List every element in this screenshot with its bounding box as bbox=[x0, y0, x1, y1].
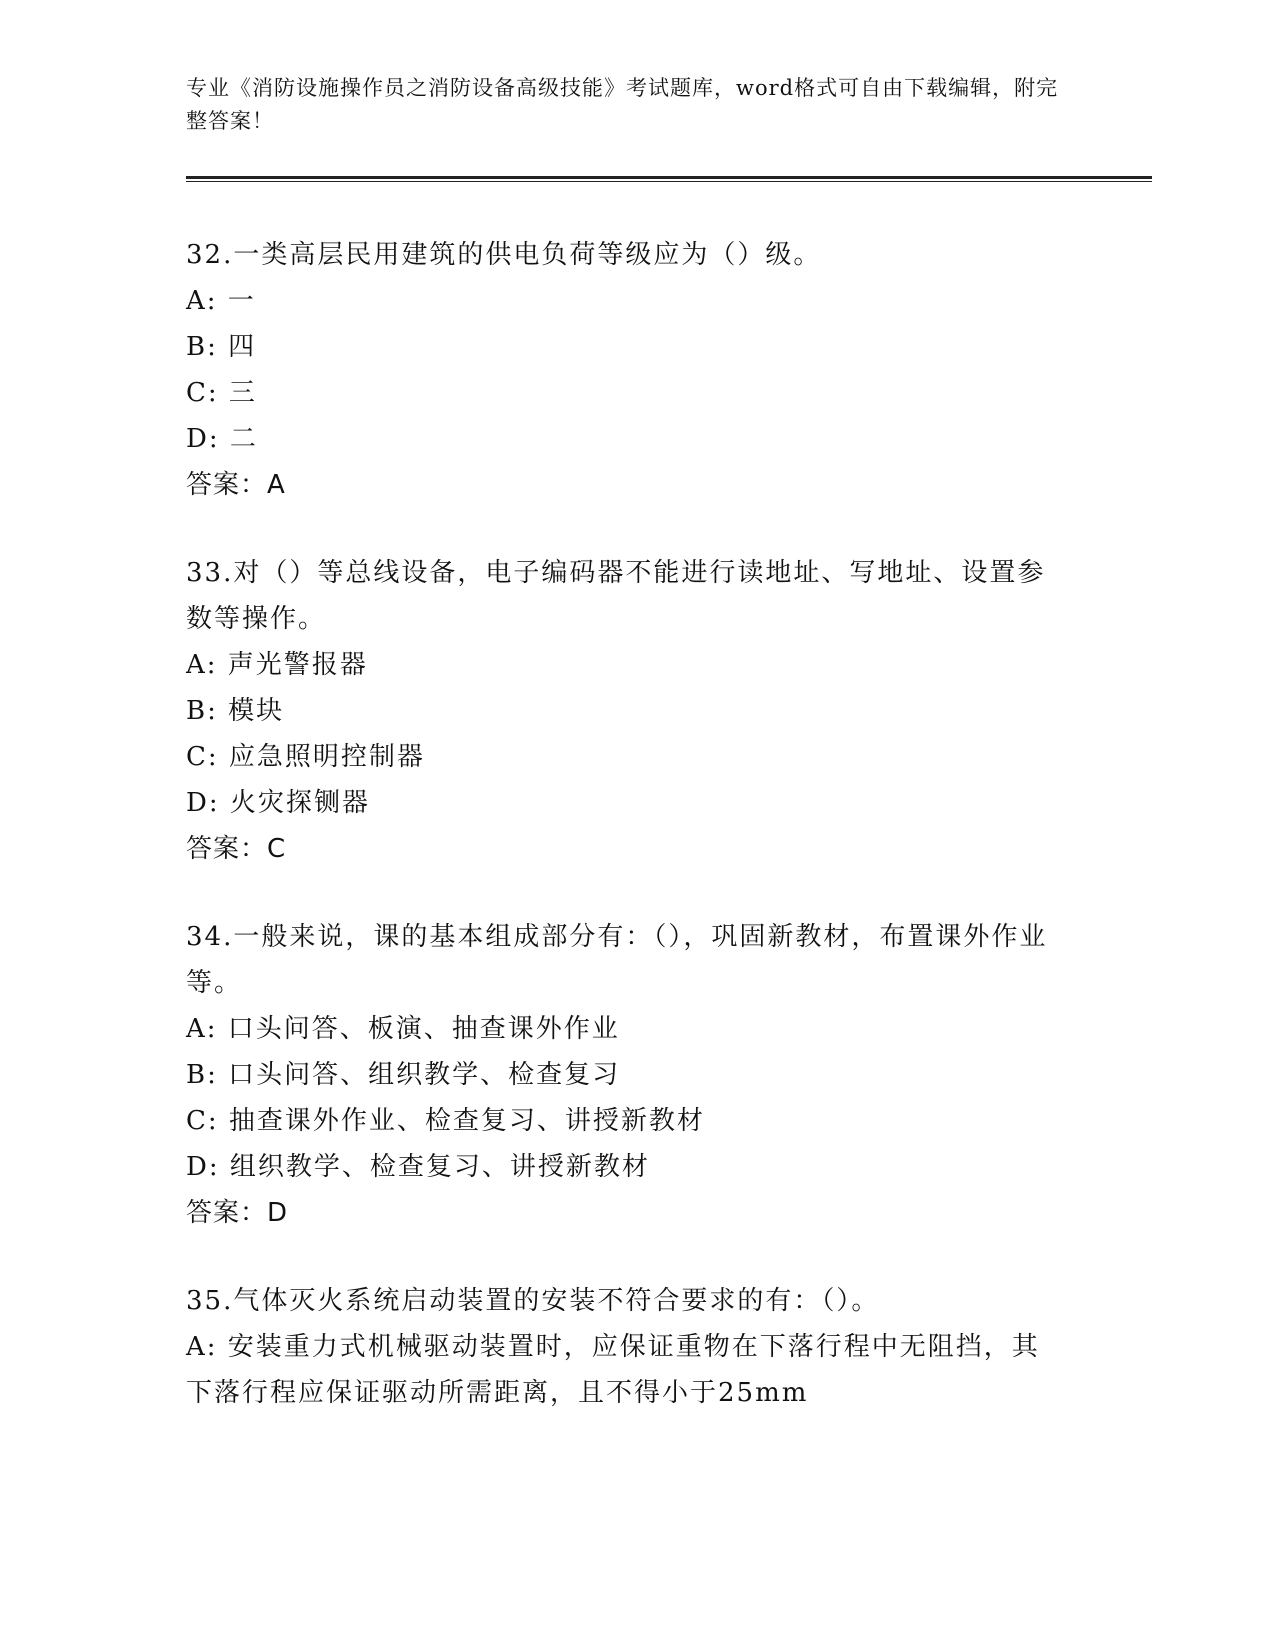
header-divider-thick bbox=[186, 176, 1152, 179]
question-33 bbox=[186, 550, 1066, 872]
option-c: C: 三 bbox=[186, 378, 257, 408]
option-d: D: 组织教学、检查复习、讲授新教材 bbox=[186, 1152, 650, 1182]
question-32 bbox=[186, 232, 1066, 508]
question-stem: 33.对（）等总线设备，电子编码器不能进行读地址、写地址、设置参数等操作。 bbox=[186, 558, 1046, 634]
option-a: A: 安装重力式机械驱动装置时，应保证重物在下落行程中无阻挡，其下落行程应保证驱动所需距离，且不得小于25mm bbox=[186, 1332, 1040, 1408]
question-stem: 34.一般来说，课的基本组成部分有：（），巩固新教材，布置课外作业等。 bbox=[186, 922, 1048, 998]
option-b: B: 口头问答、组织教学、检查复习 bbox=[186, 1060, 621, 1090]
answer-label: 答案：A bbox=[186, 470, 286, 500]
option-a: A: 声光警报器 bbox=[186, 650, 368, 680]
option-c: C: 抽查课外作业、检查复习、讲授新教材 bbox=[186, 1106, 705, 1136]
question-35 bbox=[186, 1278, 1066, 1416]
answer-label: 答案：C bbox=[186, 834, 287, 864]
option-a: A: 口头问答、板演、抽查课外作业 bbox=[186, 1014, 620, 1044]
option-b: B: 四 bbox=[186, 332, 257, 362]
option-d: D: 二 bbox=[186, 424, 258, 454]
answer-label: 答案：D bbox=[186, 1198, 289, 1228]
option-c: C: 应急照明控制器 bbox=[186, 742, 425, 772]
question-stem: 32.一类高层民用建筑的供电负荷等级应为（）级。 bbox=[186, 240, 822, 270]
question-34 bbox=[186, 914, 1066, 1236]
document-header: 专业《消防设施操作员之消防设备高级技能》考试题库，word格式可自由下载编辑，附完整答案！ bbox=[186, 76, 1059, 133]
option-a: A: 一 bbox=[186, 286, 256, 316]
option-d: D: 火灾探铡器 bbox=[186, 788, 370, 818]
option-b: B: 模块 bbox=[186, 696, 285, 726]
question-list bbox=[186, 232, 1066, 1458]
question-stem: 35.气体灭火系统启动装置的安装不符合要求的有：（）。 bbox=[186, 1286, 880, 1316]
header-divider-thin bbox=[186, 181, 1152, 182]
